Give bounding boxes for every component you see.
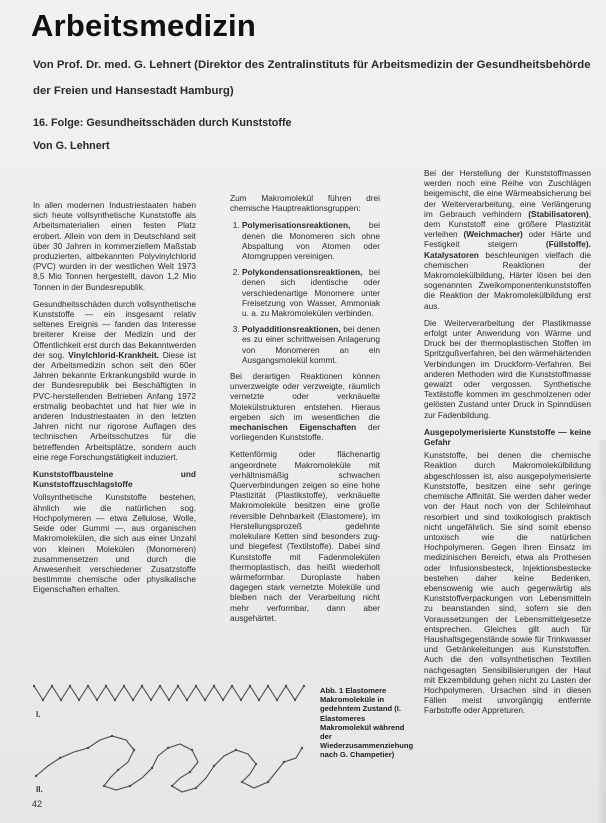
col1-p2-text: Gesundheitsschäden durch vollsynthetische Kunststoffe — ein insgesamt relativ seltenes Ereignis — fanden das Interesse breiterer Kreise der Medizin und der Öffentlichkeit erst durch das Bekanntwerden der sog. <box>33 298 196 360</box>
col3-subheading: Ausgepolymerisierte Kunststoffe — keine Gefahr <box>424 426 591 448</box>
col2-paragraph-2 <box>230 371 380 442</box>
page-number: 42 <box>32 799 43 809</box>
col3-p1-b: (Stabilisatoren) <box>528 208 589 219</box>
stretched-molecule-chain <box>34 686 304 700</box>
col1-p2-rest: Diese ist der Arbeitsmedizin schon seit den 60er Jahren bekannte Erkrankungsbild wurde in der Bundesrepublik bei Beschäftigten in PVC-herstellenden Betrieben Anfang 1972 erstmalig beobachtet und hat hier wie in anderen Industriestaaten in den letzten Jahren nicht nur rigorose Auflagen des technischen Arbeitsschutzes für die betreffenden Arbeitsplätze, sondern auch eine rege Forschungstätigkeit induziert. <box>33 349 196 462</box>
reaction-2-title: Polykondensationsreaktionen, <box>242 267 363 278</box>
col1-paragraph-2 <box>33 299 196 462</box>
reaction-2-text: bei denen sich identische oder verschiedenartige Monomere unter Freisetzung von Wasser, Ammoniak u. a. zu Makromolekülen verbinden. <box>242 267 380 319</box>
col1-subheading: Kunststoffbausteine und Kunststoffzuschlagstoffe <box>33 469 196 490</box>
col2-paragraph-3: Kettenförmig oder flächenartig angeordnete Makromoleküle mit verhältnismäßig schwachen Querverbindungen zeigen so eine hohe Plastizität (Plastikstoffe), verknäuelte Makromoleküle besitzen eine große reversible Dehnbarkeit (Elastomere), im Herstellungsprozeß gedehnte molekulare Ketten sind besonders zug- und biegefest (Textilstoffe). Dabei sind Kunststoffe mit Fadenmolekülen thermoplastisch, das heißt wiederholt wärmeformbar. Duroplaste haben dagegen stark vernetzte Moleküle und bleiben nach der Verarbeitung nicht mehr verformbar, dann aber ausgehärtet. <box>230 449 380 623</box>
byline: Von G. Lehnert <box>33 140 110 152</box>
page-edge-shadow <box>596 440 606 823</box>
col1-paragraph-1: In allen modernen Industriestaaten haben sich heute vollsynthetische Kunststoffe als Arbeitsmaterialien einen festen Platz erobert. Allein von dem in Deutschland seit über 30 Jahren in kommerziellem Maßstab produzierten, altbekannten Polyvinylchlorid (PVC) wurden in der westlichen Welt 1973 8,5 Mio Tonnen hergestellt, davon 1,2 Mio Tonnen in der Bundesrepublik. <box>33 200 196 292</box>
reaction-1-text: bei denen die Monomeren sich ohne Abspaltung von Atomen oder Atomgruppen vereinigen. <box>242 220 380 262</box>
col2-p2-rest: der vorliegenden Kunststoffe. <box>230 422 381 443</box>
col3-paragraph-3: Kunststoffe, bei denen die chemische Reaktion durch Makromolekülbildung abgeschlossen ist, also ausgepolymerisierte Kunststoffe, besitzen eine sehr geringe chemische Affinität. Sie werden daher weder von der Haut noch von der Schleimhaut resorbiert und sind toxikologisch praktisch nicht ungefährlich. Sie sind somit ebenso untoxisch wie die natürlichen Hochpolymeren. Gegen ihren Einsatz im medizinischen Bereich, etwa als Prothesen oder Infusionsbesteck, Injektionsbestecke bestehen daher keine Bedenken, ebensowenig wie auch gegenwärtig als Kunststoffverpackungen von Lebensmitteln zu beanstanden sind, sofern sie den Voraussetzungen der Lebensmittelgesetze entsprechen. Gleiches gilt auch für Haushaltsgegenstände sowie für Trinkwasser und Getränkeleitungen aus Kunststoffen. Auch die den vollsynthetischen Textilien nachgesagten Sensibilisierungen der Haut mit Ekzembildung gehen nicht zu Lasten der Hochpolymeren. Ursachen sind in diesen Fällen meist unvorgängig entfernte Farbstoffe oder Appreturen. <box>424 450 591 716</box>
author-line-1: Von Prof. Dr. med. G. Lehnert (Direktor des Zentralinstituts für Arbeitsmedizin der Gesundheitsbehörde <box>33 59 591 71</box>
page-title: Arbeitsmedizin <box>31 8 257 43</box>
col3-p1-c: , dem Kunststoff eine größere Plastizität verleihen <box>424 208 591 240</box>
series-title: 16. Folge: Gesundheitsschäden durch Kunststoffe <box>33 117 292 129</box>
reaction-3-text: bei denen es zu einer schrittweisen Anlagerung von Monomeren an ein Ausgangsmolekül kommt. <box>242 324 380 365</box>
reaction-item-3 <box>242 324 380 365</box>
col2-p2-bold: mechanischen Eigenschaften <box>230 422 357 433</box>
coiled-molecule-chain <box>36 736 302 792</box>
reaction-item-2 <box>242 267 380 318</box>
figure-caption: Abb. 1 Elastomere Makromoleküle in gedehntem Zustand (I. Elastomeres Makromolekül während der Wiederzusammenziehung nach G. Champetier) <box>320 686 414 760</box>
reaction-1-title: Polymerisationsreaktionen, <box>242 220 351 231</box>
text-column-3 <box>424 168 591 723</box>
figure-label-2: II. <box>36 785 43 794</box>
col1-paragraph-3: Vollsynthetische Kunststoffe bestehen, ähnlich wie die natürlichen sog. Hochpolymeren — etwa Zellulose, Wolle, Seide oder Gummi —, aus organischen Makromolekülen, die sich aus einer Unzahl von kleinen Molekülen (Monomeren) zusammensetzen und durch die Anwesenheit verschiedener Zusatzstoffe bestimmte chemische oder physikalische Eigenschaften erhalten. <box>33 492 196 595</box>
col1-p2-bold: Vinylchlorid-Krankheit. <box>68 349 159 360</box>
col3-p1-a: Bei der Herstellung der Kunststoffmassen werden noch eine Reihe von Zuschlägen beigemischt, die eine Wärmeabsicherung bei der Weiterverarbeitung, eine Verlängerung im Gebrauch verhindern <box>424 168 591 219</box>
author-line-2: der Freien und Hansestadt Hamburg) <box>33 85 234 97</box>
text-column-2 <box>230 193 380 630</box>
col2-p2-text: Bei derartigen Reaktionen können unverzweigte oder verzweigte, räumlich vernetzte oder verknäuelte Molekülstrukturen entstehen. Hieraus ergeben sich im wesentlichen die <box>230 371 380 422</box>
reaction-list <box>230 220 380 365</box>
col3-p1-e: oder Härte und Festigkeit steigern <box>424 229 591 250</box>
stretched-molecule-atoms <box>33 685 305 701</box>
text-column-1 <box>33 200 196 602</box>
col3-paragraph-2: Die Weiterverarbeitung der Plastikmasse erfolgt unter Anwendung von Wärme und Druck bei der thermoplastischen Stoffen im Spritzgußverfahren, bei den wärmehärtenden Verbindungen im Druckform-Verfahren. Bei anderen Methoden wird die Kunststoffmasse gewalzt oder vergossen. Synthetische Textilstoffe kommen im geschmolzenen oder gelösten Zustand unter Druck in Spinndüsen zur Fadenbildung. <box>424 317 591 420</box>
molecule-figure <box>30 678 308 798</box>
reaction-3-title: Polyadditionsreaktionen, <box>242 324 341 335</box>
reaction-item-1 <box>242 220 380 261</box>
col3-p1-d: (Weichmacher) <box>463 229 523 240</box>
col3-p1-g: beschleunigen vielfach die chemischen Reaktionen der Makromolekülbildung, Härter lösen bei den sogenannten Zweikomponentenkunststoffen die Reaktion der Makromolekülbildung erst aus. <box>424 249 591 311</box>
col2-paragraph-1: Zum Makromolekül führen drei chemische Hauptreaktionsgruppen: <box>230 193 380 214</box>
col3-paragraph-1 <box>424 168 591 311</box>
figure-label-1: I. <box>36 710 41 719</box>
coiled-molecule-atoms <box>35 735 303 789</box>
col3-p1-f: (Füllstoffe). Katalysatoren <box>424 239 591 260</box>
